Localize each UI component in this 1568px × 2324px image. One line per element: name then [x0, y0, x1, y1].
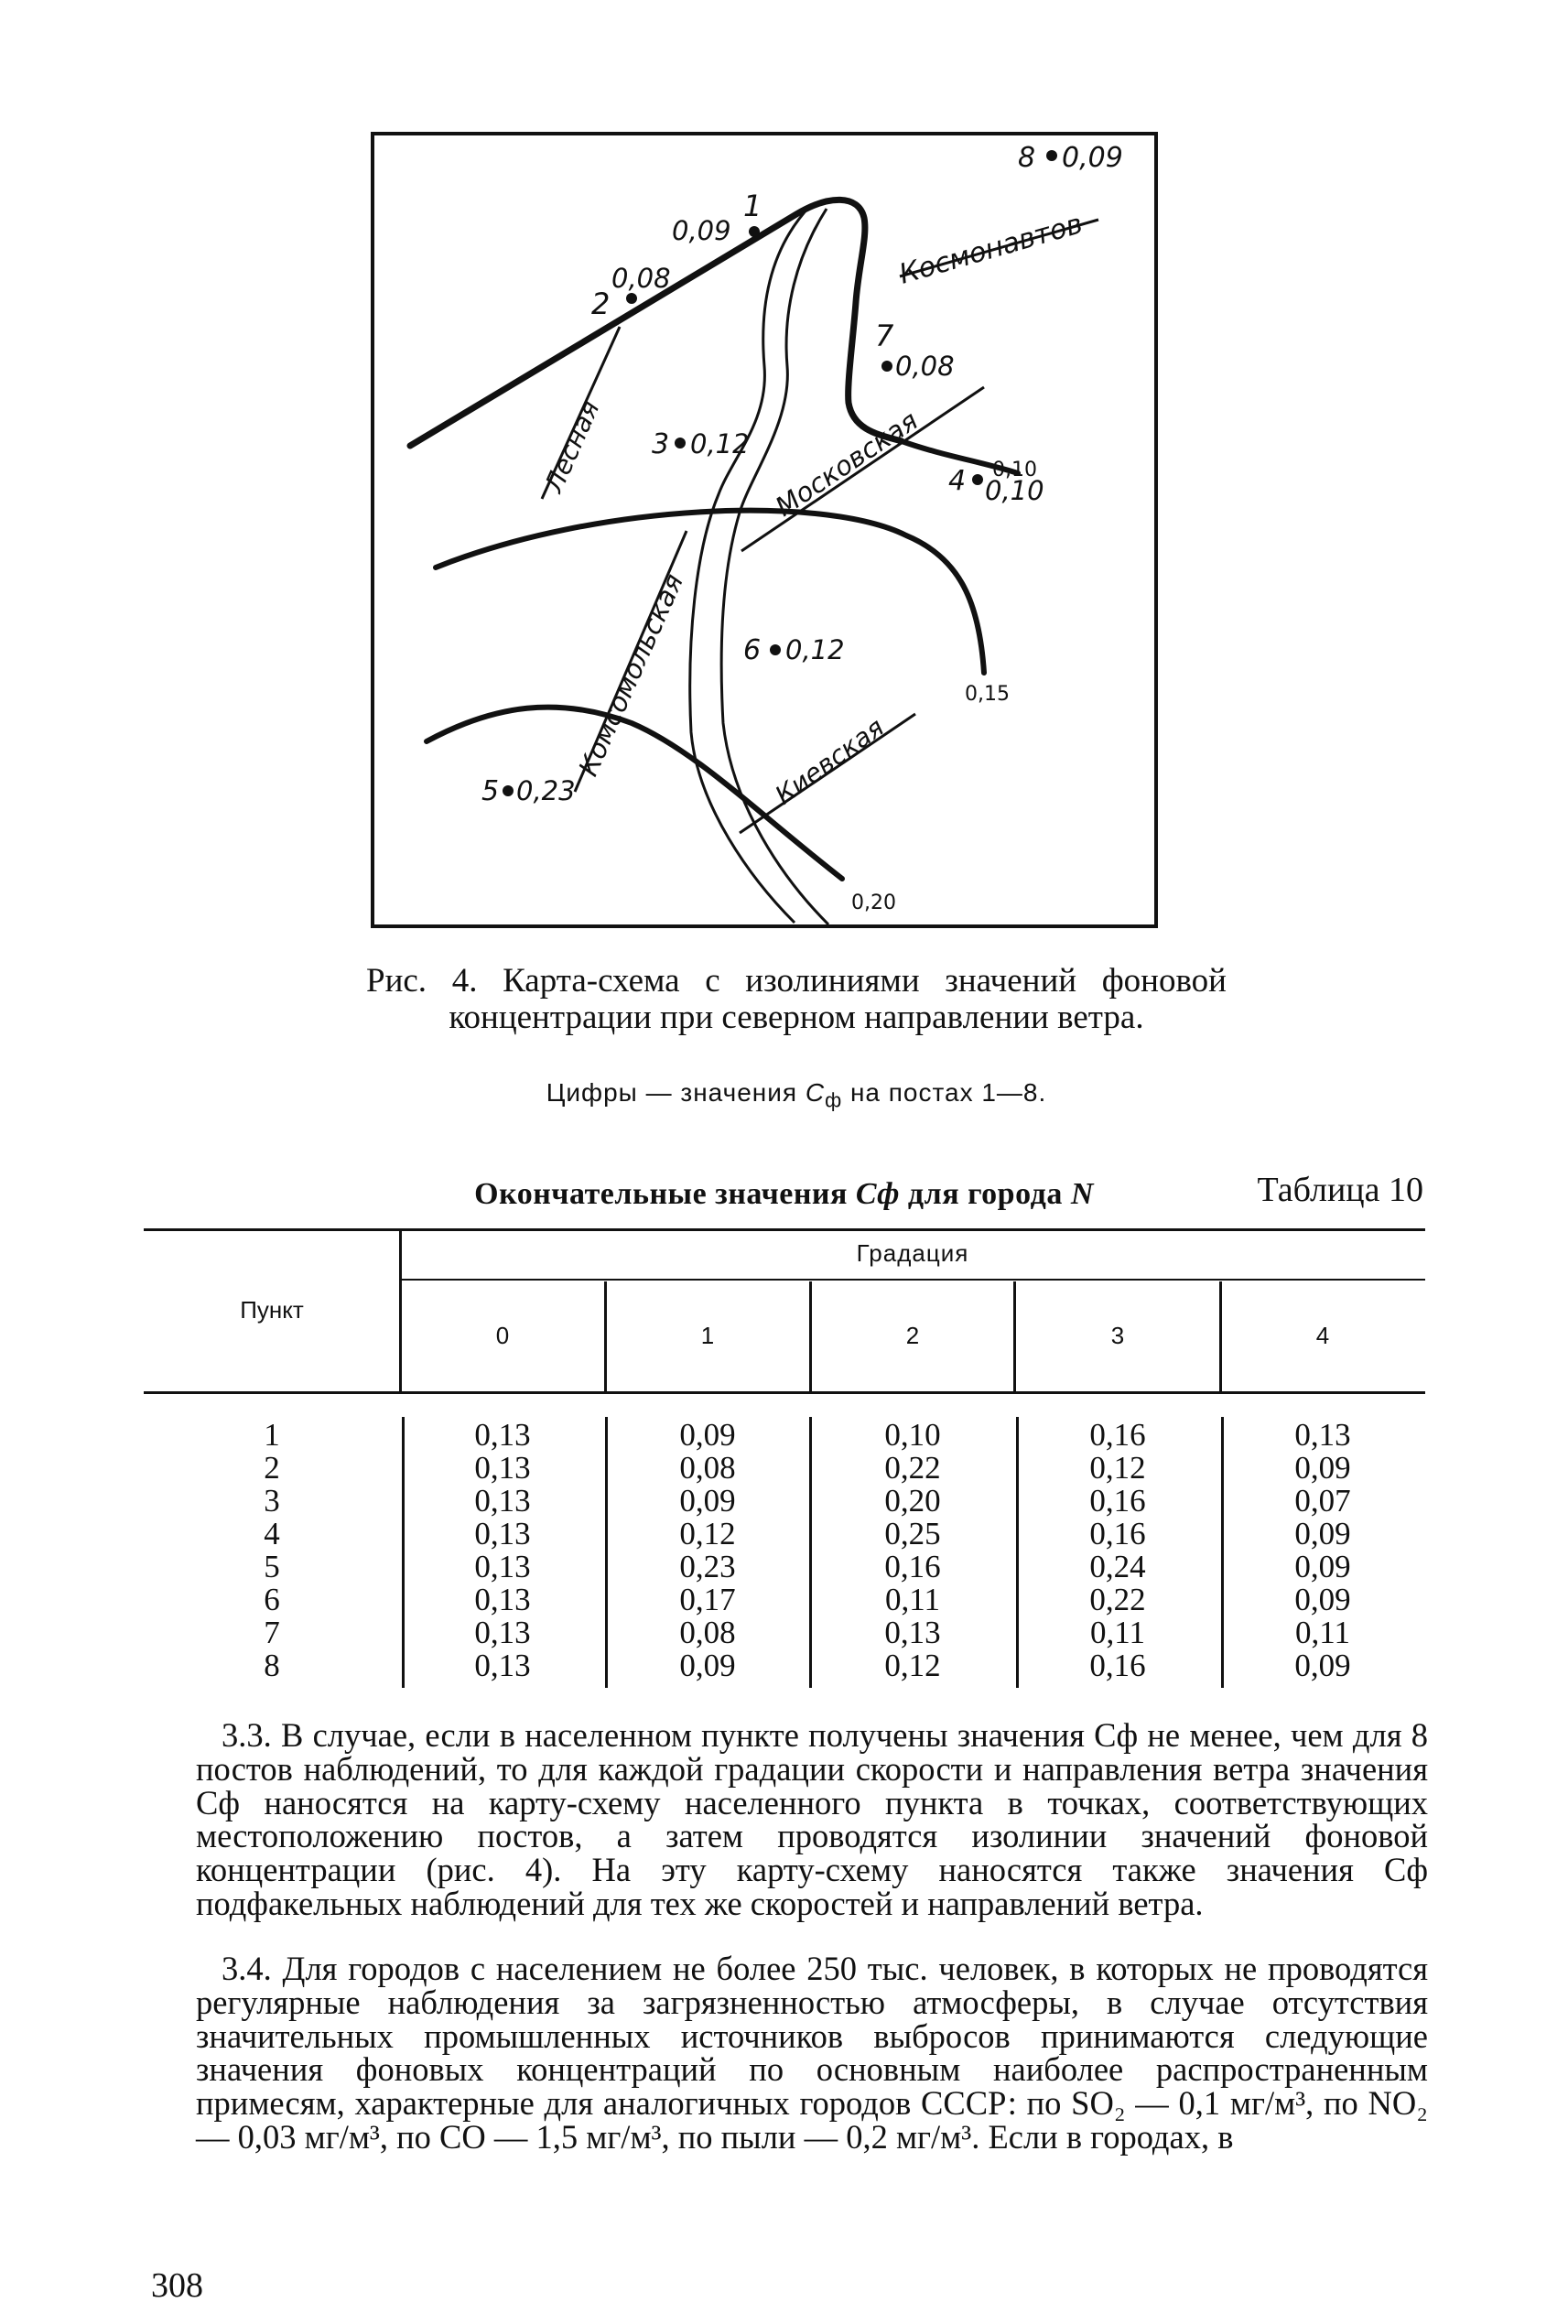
station-3-dot: [675, 438, 686, 449]
map-frame: [373, 134, 1156, 926]
table-cell: 0,13: [474, 1516, 531, 1551]
paragraph-3-3: 3.3. В случае, если в населенном пункте получены значения Cф не менее, чем для 8 постов наблюдений, то для каждой градации скорости и направления ветра значения Cф наносятся на карту-схему населенного пункта в точках, соответствующих местоположению постов, а затем проводятся изолинии значений фоновой концентрации (рис. 4). На эту карту-схему наносятся также значения Cф подфакельных наблюдений для тех же скоростей и направлений ветра.: [196, 1716, 1428, 1922]
table-cell: 0,13: [1294, 1417, 1351, 1453]
header-g4: 4: [1315, 1322, 1330, 1349]
figure-subcaption: [366, 1078, 1227, 1113]
table-cell: 0,13: [474, 1648, 531, 1683]
col-g1: [605, 1419, 810, 1682]
paragraph-3-4-block: [196, 1952, 1428, 2155]
station-1-num: 1: [743, 189, 762, 223]
col-g3: [1015, 1419, 1220, 1682]
table-cell: 0,09: [1294, 1549, 1351, 1584]
street-moskovskaya: Московская: [769, 405, 924, 523]
table-cell: 0,09: [1294, 1516, 1351, 1551]
map-figure: [0, 0, 1568, 952]
station-4-value: 0,10: [985, 475, 1044, 506]
table-cell: 0,13: [474, 1549, 531, 1584]
figure-caption: Рис. 4. Карта-схема с изолиниями значений фоновой концентрации при северном направлении ветра.: [366, 962, 1227, 1036]
table-title-suffix: для города: [907, 1177, 1063, 1211]
paragraph-3-3-block: [196, 1716, 1428, 1922]
table-cell: 0,22: [1089, 1582, 1146, 1617]
street-kievskaya: Киевская: [769, 711, 890, 811]
table-header-bottom-rule: [144, 1391, 1425, 1394]
table-cell: 0,22: [884, 1450, 941, 1486]
table-cell: 0,11: [885, 1582, 940, 1617]
table-cell: 0,23: [679, 1549, 736, 1584]
station-8-dot: [1046, 150, 1057, 161]
table-cell: 0,25: [884, 1516, 941, 1551]
table-cell: 0,16: [1089, 1417, 1146, 1453]
station-7-value: 0,08: [895, 351, 955, 382]
header-g1: 1: [700, 1322, 715, 1349]
table-cell: 1: [264, 1417, 280, 1453]
table-number: Таблица 10: [1257, 1171, 1423, 1209]
river-right-bank: [721, 209, 828, 924]
station-3-num: 3: [652, 428, 670, 460]
street-komsomolskaya: Комсомольская: [572, 568, 690, 781]
street-kosmonavtov: Космонавтов: [895, 208, 1087, 291]
table-cell: 0,13: [474, 1483, 531, 1519]
station-7-num: 7: [875, 319, 894, 353]
station-2-num: 2: [591, 286, 611, 321]
table-title-city: N: [1070, 1177, 1094, 1211]
station-2-value: 0,08: [611, 263, 671, 294]
station-7-dot: [881, 361, 892, 372]
table-cell: 0,09: [679, 1648, 736, 1683]
station-6-value: 0,12: [785, 634, 845, 665]
station-2-dot: [626, 293, 637, 304]
station-8-num: 8: [1018, 142, 1036, 174]
isoline-015-label: 0,15: [965, 683, 1010, 706]
isoline-015: [436, 511, 984, 673]
col-g4: [1220, 1419, 1425, 1682]
table-cell: 0,12: [1089, 1450, 1146, 1486]
table-cell: 0,13: [474, 1615, 531, 1650]
station-6-dot: [770, 644, 781, 655]
station-4-num: 4: [948, 465, 967, 497]
table-cell: 7: [264, 1615, 280, 1650]
col-g2: [810, 1419, 1015, 1682]
header-g3: 3: [1110, 1322, 1125, 1349]
header-g0: 0: [495, 1322, 510, 1349]
isoline-020-label: 0,20: [851, 892, 896, 914]
table-cell: 3: [264, 1483, 280, 1519]
table-cell: 0,11: [1295, 1615, 1350, 1650]
paragraph-3-4: 3.4. Для городов с населением не более 250 тыс. человек, в которых не проводятся регулярные наблюдения за загрязненностью атмосферы, в случае отсутствия значительных промышленных источников выбросов принимаются следующие значения фоновых концентраций по основным наиболее распространенным примесям, характерные для аналогичных городов СССР: по SO₂ — 0,1 мг/м³, по NO₂ — 0,03 мг/м³, по СО — 1,5 мг/м³, по пыли — 0,2 мг/м³. Если в городах, в: [196, 1950, 1428, 2156]
table-cell: 0,16: [884, 1549, 941, 1584]
table-cell: 8: [264, 1648, 280, 1683]
table-cell: 4: [264, 1516, 280, 1551]
station-4-dot: [972, 474, 983, 485]
table-cell: 0,09: [679, 1483, 736, 1519]
station-3-value: 0,12: [690, 428, 750, 459]
table-cell: 0,20: [884, 1483, 941, 1519]
table-cell: 0,07: [1294, 1483, 1351, 1519]
table-cell: 2: [264, 1450, 280, 1486]
table-top-rule: [144, 1228, 1425, 1231]
table-cell: 5: [264, 1549, 280, 1584]
isoline-010-label: 0,10: [992, 459, 1037, 481]
table-cell: 0,09: [679, 1417, 736, 1453]
station-6-num: 6: [743, 634, 762, 666]
table-cell: 0,13: [474, 1450, 531, 1486]
table-gradation-rule: [400, 1279, 1425, 1281]
table-cell: 0,16: [1089, 1483, 1146, 1519]
subcaption-var: C: [805, 1078, 826, 1107]
table-cell: 0,12: [679, 1516, 736, 1551]
page-number: 308: [151, 2266, 203, 2305]
table-cell: 0,24: [1089, 1549, 1146, 1584]
table-cell: 0,16: [1089, 1516, 1146, 1551]
table-cell: 0,11: [1090, 1615, 1145, 1650]
table-cell: 0,09: [1294, 1582, 1351, 1617]
table-title: [0, 1177, 1568, 1212]
table-cell: 0,08: [679, 1450, 736, 1486]
table-cell: 0,08: [679, 1615, 736, 1650]
table-cell: 0,17: [679, 1582, 736, 1617]
subcaption-sub: ф: [825, 1088, 843, 1112]
header-gradation: Градация: [856, 1239, 969, 1267]
header-g2: 2: [905, 1322, 920, 1349]
station-5-num: 5: [481, 775, 500, 807]
station-5-dot: [503, 785, 514, 796]
table-title-prefix: Окончательные значения: [474, 1177, 848, 1211]
station-5-value: 0,23: [516, 775, 576, 806]
table-cell: 0,16: [1089, 1648, 1146, 1683]
subcaption-prefix: Цифры — значения: [546, 1078, 798, 1107]
isoline-main: [410, 200, 902, 446]
table-cell: 0,12: [884, 1648, 941, 1683]
table-cell: 0,09: [1294, 1450, 1351, 1486]
header-point: Пункт: [240, 1296, 304, 1324]
table-cell: 6: [264, 1582, 280, 1617]
col-g0: [400, 1419, 605, 1682]
table-cell: 0,13: [884, 1615, 941, 1650]
station-1-dot: [749, 226, 760, 237]
table-cell: 0,10: [884, 1417, 941, 1453]
station-8-value: 0,09: [1062, 142, 1123, 174]
table-title-var: Cф: [855, 1177, 900, 1211]
street-lesnaya: Лесная: [538, 395, 606, 497]
table-cell: 0,13: [474, 1582, 531, 1617]
col-point: [144, 1419, 400, 1682]
station-1-value: 0,09: [672, 215, 731, 246]
table-cell: 0,09: [1294, 1648, 1351, 1683]
table-cell: 0,13: [474, 1417, 531, 1453]
subcaption-suffix: на постах 1—8.: [849, 1078, 1047, 1107]
